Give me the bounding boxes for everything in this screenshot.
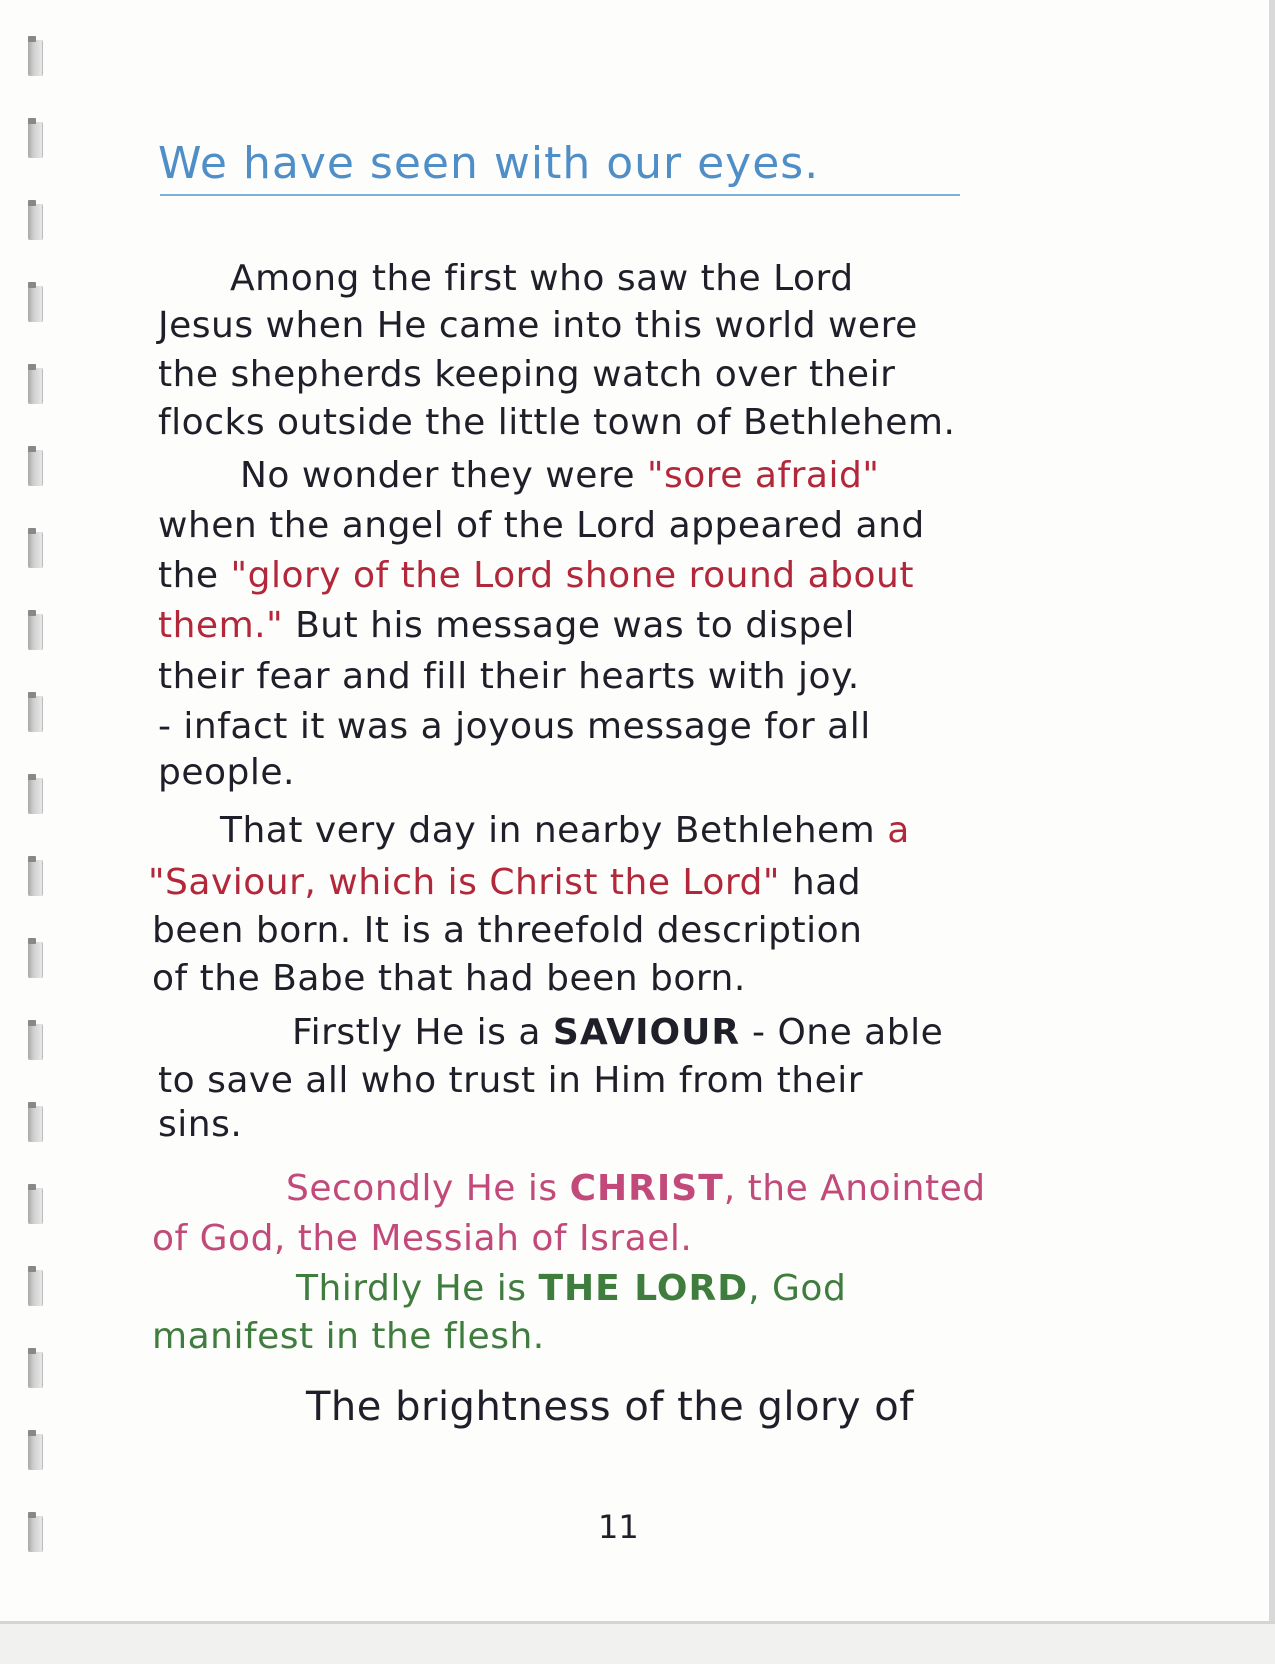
emphasis-red: "Saviour, which is Christ the Lord" <box>148 862 780 903</box>
line-text: But his message was to dispel <box>283 605 855 646</box>
text-line <box>158 354 895 395</box>
line-text: - One able <box>740 1012 944 1053</box>
line-text: their fear and fill their hearts with joy. <box>158 656 860 697</box>
binding-hole <box>28 1024 42 1060</box>
line-text: Jesus when He came into this world were <box>158 305 918 346</box>
binding-hole <box>28 286 42 322</box>
text-line <box>158 656 860 697</box>
binding-hole <box>28 40 42 76</box>
text-line <box>158 752 295 793</box>
text-line <box>240 455 879 496</box>
line-text: had <box>779 862 862 903</box>
emphasis-red: "sore afraid" <box>646 455 880 496</box>
text-line <box>158 305 918 346</box>
text-line <box>152 1218 692 1259</box>
emphasis-pink-bold: CHRIST <box>569 1168 724 1209</box>
binding-hole <box>28 1188 42 1224</box>
binding-hole <box>28 696 42 732</box>
text-line <box>306 1384 914 1430</box>
line-text: to save all who trust in Him from their <box>158 1060 864 1101</box>
text-line <box>230 258 854 299</box>
emphasis-red: a <box>887 810 910 851</box>
binding-hole <box>28 368 42 404</box>
binding-hole <box>28 1106 42 1142</box>
text-line <box>158 1060 863 1101</box>
text-line <box>158 505 925 546</box>
line-text: the <box>158 555 231 596</box>
line-text: sins. <box>158 1104 243 1145</box>
line-text: of the Babe that had been born. <box>152 958 746 999</box>
text-line <box>158 1104 242 1145</box>
text-line <box>158 555 914 596</box>
binding-holes <box>28 40 48 1620</box>
binding-hole <box>28 1516 42 1552</box>
text-line <box>152 958 746 999</box>
line-text: when the angel of the Lord appeared and <box>158 505 925 546</box>
binding-hole <box>28 1270 42 1306</box>
line-text: Firstly He is a <box>292 1012 553 1053</box>
line-text: The brightness of the glory of <box>306 1384 914 1430</box>
line-text: That very day in nearby Bethlehem <box>220 810 888 851</box>
text-line <box>158 706 871 747</box>
emphasis-green: Thirdly He is <box>296 1268 539 1309</box>
page-bottom-edge <box>0 1621 1275 1664</box>
emphasis-pink: of God, the Messiah of Israel. <box>152 1218 693 1259</box>
line-text: been born. It is a threefold description <box>152 910 863 951</box>
binding-hole <box>28 614 42 650</box>
text-line <box>286 1168 986 1209</box>
binding-hole <box>28 1434 42 1470</box>
text-line <box>152 1316 545 1357</box>
text-line <box>158 402 955 443</box>
text-line <box>292 1012 943 1053</box>
page-title: We have seen with our eyes. <box>158 138 820 189</box>
emphasis-red: them." <box>158 605 284 646</box>
line-text: Among the first who saw the Lord <box>230 258 854 299</box>
text-line <box>158 605 855 646</box>
binding-hole <box>28 778 42 814</box>
line-text: people. <box>158 752 295 793</box>
page-number: 11 <box>598 1508 639 1546</box>
line-text: the shepherds keeping watch over their <box>158 354 896 395</box>
binding-hole <box>28 204 42 240</box>
emphasis-bold: SAVIOUR <box>552 1012 741 1053</box>
emphasis-pink: , the Anointed <box>723 1168 986 1209</box>
page-edge <box>1269 0 1275 1664</box>
text-line <box>152 910 862 951</box>
emphasis-red: "glory of the Lord shone round about <box>230 555 914 596</box>
line-text: flocks outside the little town of Bethlehem. <box>158 402 956 443</box>
text-line <box>296 1268 846 1309</box>
line-text: No wonder they were <box>240 455 647 496</box>
title-underline <box>160 194 960 196</box>
binding-hole <box>28 860 42 896</box>
binding-hole <box>28 1352 42 1388</box>
binding-hole <box>28 122 42 158</box>
binding-hole <box>28 450 42 486</box>
line-text: - infact it was a joyous message for all <box>158 706 871 747</box>
emphasis-green: , God <box>748 1268 847 1309</box>
text-line <box>148 862 861 903</box>
text-line <box>220 810 910 851</box>
binding-hole <box>28 532 42 568</box>
emphasis-green: manifest in the flesh. <box>152 1316 545 1357</box>
emphasis-pink: Secondly He is <box>286 1168 570 1209</box>
binding-hole <box>28 942 42 978</box>
emphasis-green-bold: THE LORD <box>538 1268 749 1309</box>
